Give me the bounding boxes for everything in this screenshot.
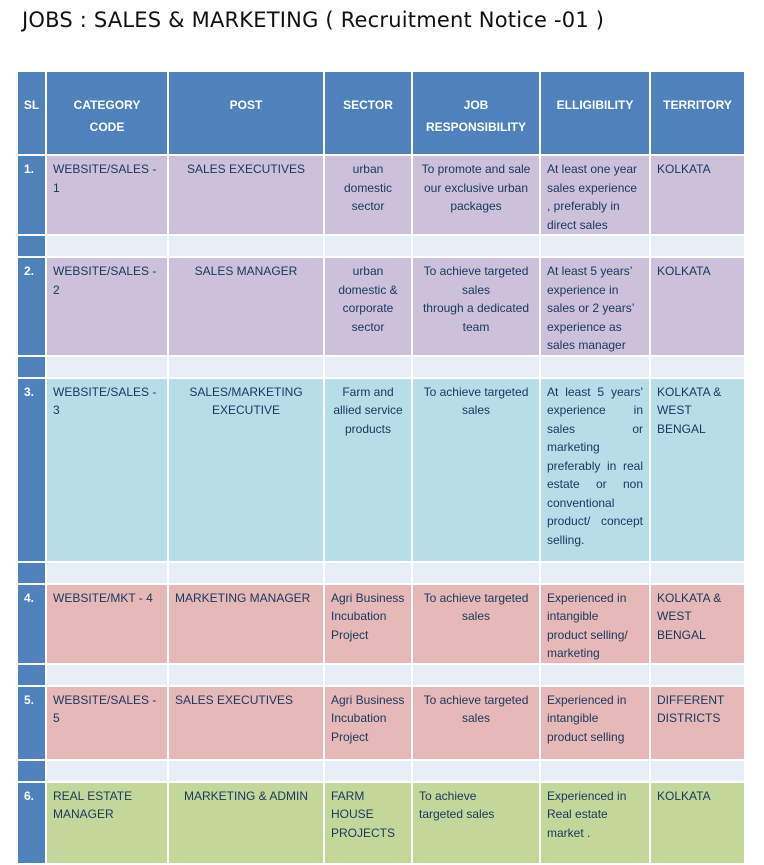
cell-line: KOLKATA [657, 264, 711, 278]
cell-line: sales [461, 403, 490, 417]
header-sl: SL [17, 71, 46, 155]
cell-line: FARM [331, 788, 365, 803]
cell-line: domestic & [338, 282, 398, 297]
cell-job-responsibility [412, 155, 540, 235]
cell-line: To achieve targeted [423, 384, 529, 399]
cell-territory [650, 686, 745, 760]
cell-category-code: WEBSITE/SALES - 3 [46, 378, 168, 562]
cell-sector [324, 378, 412, 562]
cell-territory [650, 584, 745, 664]
cell-line: PROJECTS [331, 825, 396, 840]
cell-line: DIFFERENT [657, 692, 725, 707]
cell-line: At least one year [547, 162, 638, 176]
header-post: POST [168, 71, 324, 155]
cell-line: packages [450, 199, 502, 213]
spacer-cell [540, 562, 650, 584]
cell-post: MARKETING MANAGER [168, 584, 324, 664]
table-row [17, 257, 745, 356]
spacer-cell [168, 664, 324, 686]
cell-job-responsibility [412, 378, 540, 562]
cell-line: HOUSE [331, 807, 374, 821]
cell-line: domestic [343, 180, 393, 195]
header-row [17, 71, 745, 155]
cell-category-code: WEBSITE/SALES - 2 [46, 257, 168, 356]
cell-line: Agri Business [331, 692, 405, 707]
cell-line: market . [547, 825, 591, 840]
cell-line: Experienced in [547, 788, 627, 803]
spacer-cell [412, 562, 540, 584]
cell-sector [324, 584, 412, 664]
spacer-cell [540, 235, 650, 257]
cell-job-responsibility [412, 257, 540, 356]
spacer-cell [168, 356, 324, 378]
header-sector: SECTOR [324, 71, 412, 155]
cell-line: sales manager [547, 338, 626, 352]
header-job-responsibility: JOB RESPONSIBILITY [412, 71, 540, 155]
cell-line: product selling/ [547, 627, 628, 642]
cell-line: sales experience [547, 180, 638, 195]
spacer-cell [650, 235, 745, 257]
cell-line: our exclusive urban [423, 180, 529, 195]
spacer-cell [17, 562, 46, 584]
cell-territory [650, 782, 745, 864]
row-sl: 1. [17, 155, 46, 235]
cell-line: urban [352, 162, 384, 176]
cell-line: sales [461, 609, 490, 623]
cell-line: sector [351, 319, 385, 334]
spacer-cell [46, 760, 168, 782]
cell-line: products [344, 421, 392, 436]
cell-line: intangible [547, 609, 599, 623]
page-title: JOBS : SALES & MARKETING ( Recruitment Notice -01 ) [22, 8, 605, 32]
table-row [17, 782, 745, 864]
spacer-cell [412, 760, 540, 782]
cell-category-code [46, 782, 168, 864]
cell-line: SALES/MARKETING [189, 384, 303, 399]
spacer-cell [46, 664, 168, 686]
cell-line: KOLKATA & [657, 590, 722, 605]
cell-sector [324, 686, 412, 760]
spacer-cell [324, 760, 412, 782]
spacer-row [17, 356, 745, 378]
cell-line: direct sales [547, 217, 608, 232]
cell-line: To achieve targeted [423, 692, 529, 707]
spacer-cell [46, 356, 168, 378]
cell-line: intangible [547, 711, 599, 725]
spacer-row [17, 235, 745, 257]
row-sl: 6. [17, 782, 46, 864]
spacer-cell [412, 664, 540, 686]
cell-line: Agri Business [331, 590, 405, 605]
cell-line: To achieve targeted [423, 590, 529, 605]
cell-category-code: WEBSITE/MKT - 4 [46, 584, 168, 664]
cell-elligibility [540, 584, 650, 664]
cell-line: Incubation [331, 609, 387, 623]
spacer-cell [324, 664, 412, 686]
cell-line: To achieve [419, 788, 477, 803]
cell-sector [324, 155, 412, 235]
spacer-cell [168, 562, 324, 584]
cell-line: experience in [547, 282, 619, 297]
header-elligibility: ELLIGIBILITY [540, 71, 650, 155]
spacer-cell [540, 356, 650, 378]
cell-line: marketing [547, 646, 600, 660]
spacer-cell [17, 235, 46, 257]
cell-line: At least 5 years’ [547, 264, 633, 278]
cell-line: Incubation [331, 711, 387, 725]
cell-line: WEST BENGAL [657, 609, 706, 642]
spacer-cell [650, 562, 745, 584]
cell-line: Project [331, 627, 369, 642]
cell-line: Project [331, 729, 369, 744]
cell-line: Farm and [342, 384, 394, 399]
cell-line: DISTRICTS [657, 711, 721, 725]
spacer-cell [324, 235, 412, 257]
row-sl: 3. [17, 378, 46, 562]
cell-line: To promote and sale [421, 162, 531, 176]
spacer-cell [540, 760, 650, 782]
cell-post: MARKETING & ADMIN [168, 782, 324, 864]
header-category-code: CATEGORY CODE [46, 71, 168, 155]
spacer-cell [324, 356, 412, 378]
spacer-row [17, 664, 745, 686]
spacer-cell [17, 760, 46, 782]
cell-line: EXECUTIVE [211, 403, 280, 417]
spacer-cell [650, 664, 745, 686]
cell-line: sector [351, 199, 385, 213]
cell-job-responsibility [412, 584, 540, 664]
cell-elligibility [540, 782, 650, 864]
spacer-cell [650, 760, 745, 782]
table-row [17, 584, 745, 664]
cell-post: SALES MANAGER [168, 257, 324, 356]
cell-line: KOLKATA [657, 788, 711, 803]
cell-sector [324, 782, 412, 864]
spacer-cell [324, 562, 412, 584]
table-row [17, 155, 745, 235]
cell-line: sales [461, 711, 490, 725]
cell-category-code: WEBSITE/SALES - 1 [46, 155, 168, 235]
table-row [17, 378, 745, 562]
cell-line: experience as [547, 319, 622, 334]
spacer-cell [17, 356, 46, 378]
spacer-cell [540, 664, 650, 686]
spacer-cell [412, 356, 540, 378]
spacer-cell [168, 235, 324, 257]
cell-post [168, 378, 324, 562]
spacer-cell [17, 664, 46, 686]
spacer-row [17, 760, 745, 782]
cell-line: KOLKATA [657, 162, 711, 176]
spacer-cell [168, 760, 324, 782]
cell-line: REAL ESTATE [53, 788, 133, 803]
cell-line: product selling [547, 729, 625, 744]
spacer-cell [412, 235, 540, 257]
cell-post: SALES EXECUTIVES [168, 686, 324, 760]
cell-line: team [462, 319, 490, 334]
cell-line: urban [352, 264, 384, 278]
cell-territory [650, 155, 745, 235]
cell-line: Real estate [547, 807, 608, 821]
cell-line: through a dedicated [422, 301, 530, 315]
cell-territory [650, 378, 745, 562]
cell-line: MANAGER [53, 807, 114, 821]
cell-territory [650, 257, 745, 356]
cell-job-responsibility [412, 686, 540, 760]
cell-line: allied service [333, 403, 403, 417]
table-row [17, 686, 745, 760]
cell-job-responsibility [412, 782, 540, 864]
cell-elligibility [540, 686, 650, 760]
cell-category-code: WEBSITE/SALES - 5 [46, 686, 168, 760]
cell-line: KOLKATA & [657, 384, 722, 399]
cell-line: To achieve targeted [423, 264, 529, 278]
row-sl: 5. [17, 686, 46, 760]
header-territory: TERRITORY [650, 71, 745, 155]
cell-line: sales [461, 282, 490, 297]
spacer-cell [46, 235, 168, 257]
cell-elligibility [540, 155, 650, 235]
row-sl: 4. [17, 584, 46, 664]
cell-sector [324, 257, 412, 356]
cell-post: SALES EXECUTIVES [168, 155, 324, 235]
cell-line: targeted sales [419, 807, 495, 821]
cell-line: corporate [342, 301, 394, 315]
cell-line: Experienced in [547, 692, 627, 707]
cell-line: sales or 2 years’ [547, 301, 635, 315]
cell-line: WEST BENGAL [657, 403, 706, 436]
row-sl: 2. [17, 257, 46, 356]
spacer-cell [650, 356, 745, 378]
cell-line: Experienced in [547, 590, 627, 605]
spacer-cell [46, 562, 168, 584]
jobs-table [16, 70, 746, 865]
spacer-row [17, 562, 745, 584]
cell-elligibility [540, 257, 650, 356]
cell-line: , preferably in [547, 199, 620, 213]
cell-elligibility: At least 5 years’ experience in sales or marketing preferably in real estate or non conventional product/ concept selling. [540, 378, 650, 562]
